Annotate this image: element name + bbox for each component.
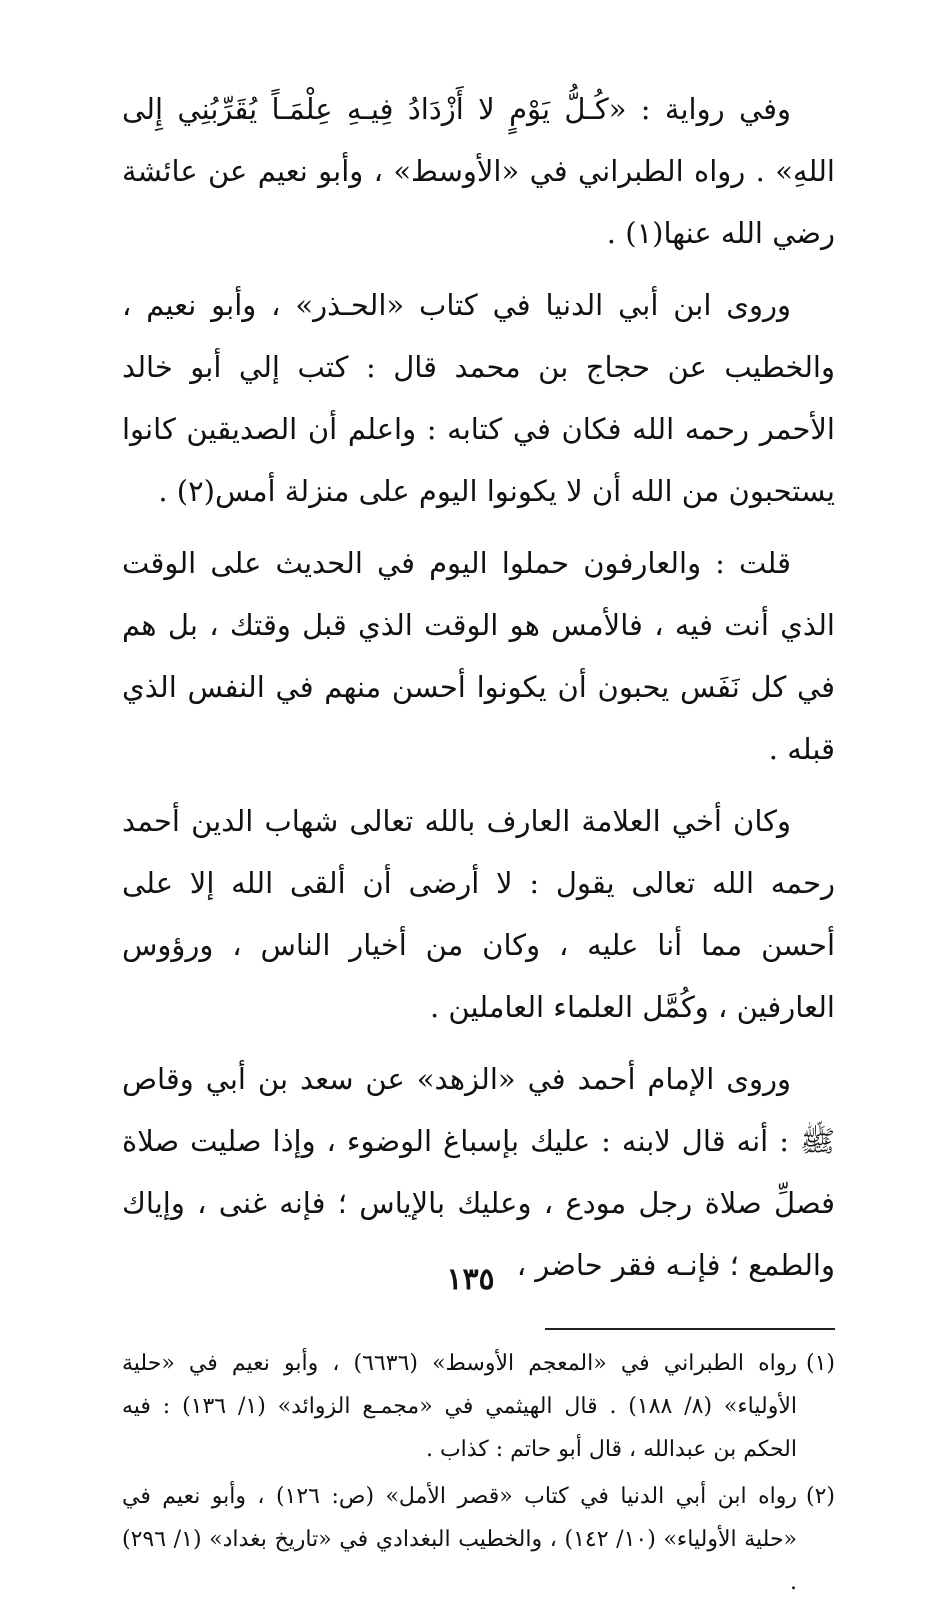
paragraph-2: وروى ابن أبي الدنيا في كتاب «الحـذر» ، وأبو نعيم ، والخطيب عن حجاج بن محمد قال : كتب إلي أبو خالد الأحمر رحمه الله فكان في كتابه : واعلم أن الصديقين كانوا يستحبون من الله أن لا يكونوا اليوم على منزلة أمس(٢) . [122, 288, 835, 508]
footnote-text: رواه ابن أبي الدنيا في كتاب «قصر الأمل» (ص: ١٢٦) ، وأبو نعيم في «حلية الأولياء» (١٠/ ١٤٢) ، والخطيب البغدادي في «تاريخ بغداد» (١/ ٢٩٦) . [122, 1484, 798, 1595]
main-text [122, 78, 835, 1296]
page-content [122, 78, 835, 1608]
footnote-separator [545, 1328, 835, 1330]
footnote-2 [122, 1475, 835, 1604]
footnote-1 [122, 1342, 835, 1471]
footnotes [122, 1342, 835, 1604]
paragraph-5: وروى الإمام أحمد في «الزهد» عن سعد بن أبي وقاص ﷺ : أنه قال لابنه : عليك بإسباغ الوضوء ، وإذا صليت صلاة فصلِّ صلاة رجل مودع ، وعليك بالإياس ؛ فإنه غنى ، وإياك والطمع ؛ فإنـه فقر حاضر ، [122, 1062, 835, 1282]
footnote-text: رواه الطبراني في «المعجم الأوسط» (٦٦٣٦) ، وأبو نعيم في «حلية الأولياء» (٨/ ١٨٨) . قال الهيثمي في «مجمـع الزوائد» (١/ ١٣٦) : فيه الحكم بن عبدالله ، قال أبو حاتم : كذاب . [122, 1351, 798, 1462]
footnote-number: (٢) [805, 1484, 835, 1509]
paragraph-1: وفي رواية : «كُـلُّ يَوْمٍ لا أَزْدَادُ فِيـهِ عِلْمَـاً يُقَرِّبُنِي إِلى اللهِ» . رواه الطبراني في «الأوسط» ، وأبو نعيم عن عائشة رضي الله عنها(١) . [122, 92, 835, 250]
paragraph-3: قلت : والعارفون حملوا اليوم في الحديث على الوقت الذي أنت فيه ، فالأمس هو الوقت الذي قبل وقتك ، بل هم في كل نَفَس يحبون أن يكونوا أحسن منهم في النفس الذي قبله . [122, 546, 835, 766]
page-number: ١٣٥ [446, 1262, 495, 1297]
paragraph-4: وكان أخي العلامة العارف بالله تعالى شهاب الدين أحمد رحمه الله تعالى يقول : لا أرضى أن ألقى الله إلا على أحسن مما أنا عليه ، وكان من أخيار الناس ، ورؤوس العارفين ، وكُمَّل العلماء العاملين . [122, 804, 835, 1024]
footnote-number: (١) [805, 1351, 835, 1376]
